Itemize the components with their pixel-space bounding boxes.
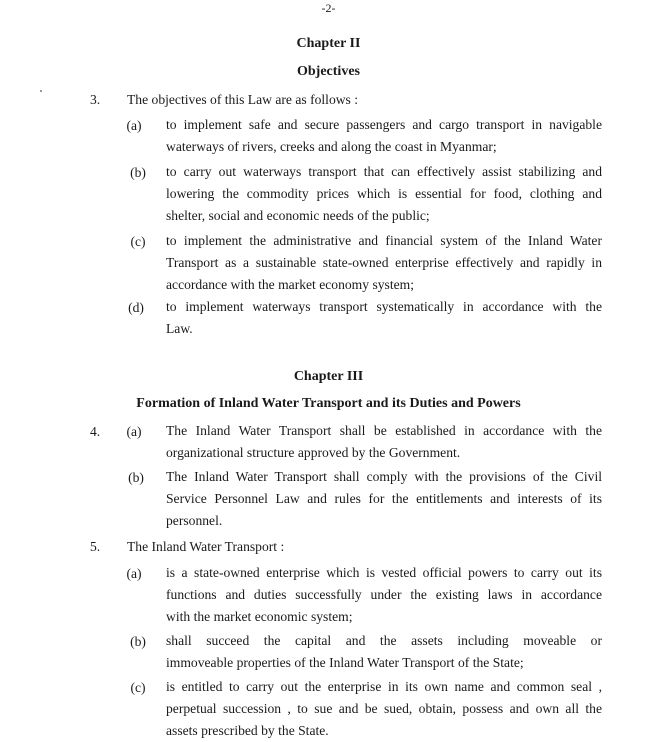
- text-line: The Inland Water Transport shall be established in accordance with the: [166, 423, 602, 438]
- section-3-item-b-text: [166, 161, 602, 227]
- section-4-item-a-label: (a): [126, 424, 142, 439]
- section-4-number: 4.: [90, 424, 101, 439]
- text-line: is a state-owned enterprise which is vested official powers to carry out its: [166, 565, 602, 580]
- text-line: lowering the commodity prices which is essential for food, clothing and: [166, 186, 602, 201]
- text-line: shall succeed the capital and the assets including moveable or: [166, 633, 602, 648]
- text-line: accordance with the market economy system;: [166, 277, 414, 292]
- text-line: perpetual succession , to sue and be sued, obtain, possess and own all the: [166, 701, 602, 716]
- text-line: to implement the administrative and financial system of the Inland Water: [166, 233, 602, 248]
- page-number: -2-: [321, 1, 336, 15]
- text-line: to implement safe and secure passengers and cargo transport in navigable: [166, 117, 602, 132]
- text-line: The Inland Water Transport shall comply with the provisions of the Civil: [166, 469, 602, 484]
- section-4-item-b-label: (b): [128, 470, 144, 485]
- section-5-item-c-label: (c): [130, 680, 146, 695]
- text-line: functions and duties successfully under the existing laws in accordance: [166, 587, 602, 602]
- section-3-intro: The objectives of this Law are as follows :: [127, 92, 359, 107]
- chapter-3-title: Chapter III: [293, 369, 364, 384]
- text-line: with the market economic system;: [166, 609, 353, 624]
- section-5-item-b-label: (b): [130, 634, 146, 649]
- text-line: immoveable properties of the Inland Water Transport of the State;: [166, 655, 524, 670]
- text-line: Service Personnel Law and rules for the entitlements and interests of its: [166, 491, 602, 506]
- section-3-item-b-label: (b): [130, 165, 146, 180]
- section-4-item-b-text: [166, 466, 602, 532]
- text-line: to carry out waterways transport that can effectively assist stabilizing and: [166, 164, 602, 179]
- section-5-item-b-text: [166, 630, 602, 674]
- text-line: shelter, social and economic needs of the public;: [166, 208, 430, 223]
- scan-speck: [40, 90, 42, 92]
- section-3-item-d-text: [166, 296, 602, 340]
- section-3-item-d-label: (d): [128, 300, 144, 315]
- text-line: to implement waterways transport systematically in accordance with the: [166, 299, 602, 314]
- section-3-item-c-label: (c): [130, 234, 146, 249]
- section-3-item-c-text: [166, 230, 602, 296]
- section-5-intro: The Inland Water Transport :: [127, 539, 285, 554]
- section-5-item-c-text: [166, 676, 602, 742]
- section-4-item-a-text: [166, 420, 602, 464]
- chapter-3-subtitle: Formation of Inland Water Transport and its Duties and Powers: [136, 396, 521, 411]
- text-line: assets prescribed by the State.: [166, 723, 329, 738]
- section-5-number: 5.: [90, 539, 101, 554]
- text-line: waterways of rivers, creeks and along the coast in Myanmar;: [166, 139, 497, 154]
- section-3-item-a-text: [166, 114, 602, 158]
- text-line: personnel.: [166, 513, 223, 528]
- section-3-number: 3.: [90, 92, 101, 107]
- section-5-item-a-label: (a): [126, 566, 142, 581]
- chapter-2-subtitle: Objectives: [297, 64, 360, 79]
- section-5-item-a-text: [166, 562, 602, 628]
- chapter-2-title: Chapter II: [296, 36, 361, 51]
- text-line: organizational structure approved by the Government.: [166, 445, 461, 460]
- text-line: Law.: [166, 321, 193, 336]
- section-3-item-a-label: (a): [126, 118, 142, 133]
- text-line: Transport as a sustainable state-owned enterprise effectively and rapidly in: [166, 255, 602, 270]
- text-line: is entitled to carry out the enterprise in its own name and common seal ,: [166, 679, 602, 694]
